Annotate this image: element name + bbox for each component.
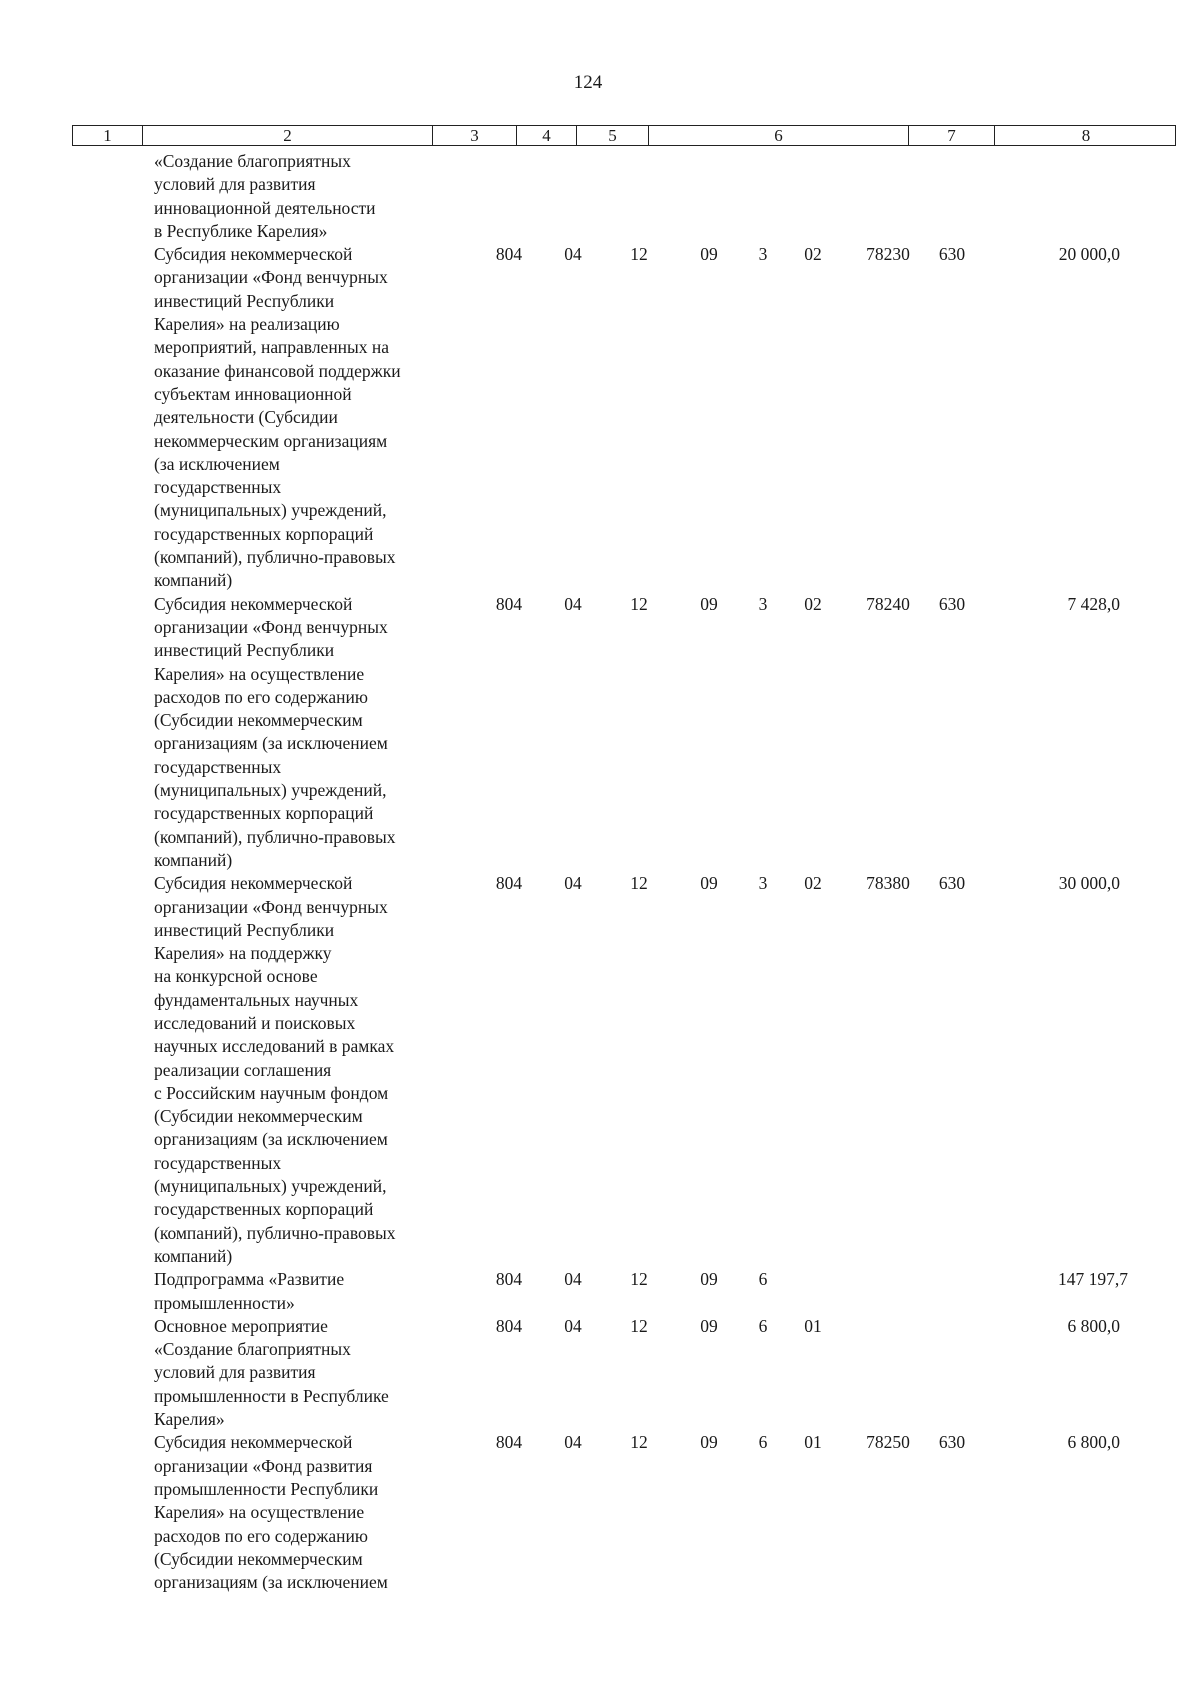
header-col-4: 4: [517, 126, 577, 145]
cell-cs-event: 01: [804, 1432, 822, 1453]
cell-amount: 20 000,0: [1058, 244, 1120, 265]
cell-cs-subprogram: 3: [758, 593, 768, 614]
cell-gr: 804: [495, 593, 523, 614]
cell-cs-direction: 78240: [866, 593, 910, 614]
table-body: [72, 150, 1176, 1594]
header-col-6: 6: [649, 126, 909, 145]
cell-amount: 7 428,0: [1067, 593, 1120, 614]
row-description: «Создание благоприятных условий для развития инновационной деятельности в Республике Карелия»: [154, 151, 376, 241]
cell-gr: 804: [495, 873, 523, 894]
cell-rz: 04: [564, 1315, 582, 1336]
cell-cs-program: 09: [700, 1315, 718, 1336]
header-col-1: 1: [73, 126, 143, 145]
row-description: Субсидия некоммерческой организации «Фонд венчурных инвестиций Республики Карелия» на поддержку на конкурсной основе фундаментальных научных исследований и поисковых научных исследований в рамках реализации соглашения с Российским научным фондом (Субсидии некоммерческим организациям (за исключением государственных (муниципальных) учреждений, государственных корпораций (компаний), публично-правовых компаний): [154, 873, 396, 1266]
cell-cs-program: 09: [700, 1269, 718, 1290]
table-row: [72, 872, 1176, 1268]
cell-vr: 630: [938, 873, 966, 894]
table-row: [72, 243, 1176, 592]
cell-vr: 630: [938, 244, 966, 265]
cell-cs-subprogram: 6: [758, 1315, 768, 1336]
cell-rz: 04: [564, 244, 582, 265]
cell-pr: 12: [630, 1269, 648, 1290]
header-col-5: 5: [577, 126, 649, 145]
cell-gr: 804: [495, 1432, 523, 1453]
cell-rz: 04: [564, 1269, 582, 1290]
row-description: Подпрограмма «Развитие промышленности»: [154, 1269, 345, 1313]
table-row: [72, 1268, 1176, 1315]
cell-rz: 04: [564, 873, 582, 894]
cell-pr: 12: [630, 244, 648, 265]
cell-cs-program: 09: [700, 244, 718, 265]
cell-cs-subprogram: 6: [758, 1432, 768, 1453]
cell-cs-event: 02: [804, 873, 822, 894]
header-col-3: 3: [433, 126, 517, 145]
cell-gr: 804: [495, 1269, 523, 1290]
cell-gr: 804: [495, 1315, 523, 1336]
cell-vr: 630: [938, 1432, 966, 1453]
cell-rz: 04: [564, 593, 582, 614]
cell-gr: 804: [495, 244, 523, 265]
cell-cs-event: 02: [804, 593, 822, 614]
cell-cs-subprogram: 6: [758, 1269, 768, 1290]
cell-vr: 630: [938, 593, 966, 614]
page-number: 124: [573, 72, 603, 93]
cell-amount: 6 800,0: [1067, 1432, 1120, 1453]
table-row: [72, 150, 1176, 243]
cell-pr: 12: [630, 1315, 648, 1336]
row-description: Основное мероприятие «Создание благоприятных условий для развития промышленности в Республике Карелия»: [154, 1315, 389, 1430]
cell-cs-program: 09: [700, 593, 718, 614]
cell-cs-subprogram: 3: [758, 244, 768, 265]
cell-pr: 12: [630, 1432, 648, 1453]
table-row: [72, 1315, 1176, 1431]
cell-amount: 30 000,0: [1058, 873, 1120, 894]
cell-amount: 147 197,7: [1058, 1269, 1128, 1290]
cell-cs-subprogram: 3: [758, 873, 768, 894]
row-description: Субсидия некоммерческой организации «Фонд венчурных инвестиций Республики Карелия» на осуществление расходов по его содержанию (Субсидии некоммерческим организациям (за исключением государственных (муниципальных) учреждений, государственных корпораций (компаний), публично-правовых компаний): [154, 593, 396, 870]
cell-cs-event: 01: [804, 1315, 822, 1336]
header-col-2: 2: [143, 126, 433, 145]
cell-cs-event: 02: [804, 244, 822, 265]
table-row: [72, 593, 1176, 873]
cell-cs-direction: 78380: [866, 873, 910, 894]
cell-amount: 6 800,0: [1067, 1315, 1120, 1336]
row-description: Субсидия некоммерческой организации «Фонд развития промышленности Республики Карелия» на осуществление расходов по его содержанию (Субсидии некоммерческим организациям (за исключением: [154, 1432, 388, 1593]
table-header: [72, 125, 1176, 146]
cell-pr: 12: [630, 593, 648, 614]
cell-pr: 12: [630, 873, 648, 894]
cell-cs-program: 09: [700, 873, 718, 894]
cell-cs-program: 09: [700, 1432, 718, 1453]
cell-cs-direction: 78250: [866, 1432, 910, 1453]
header-col-8: 8: [1081, 126, 1091, 145]
cell-rz: 04: [564, 1432, 582, 1453]
header-col-7: 7: [909, 126, 995, 145]
cell-cs-direction: 78230: [866, 244, 910, 265]
row-description: Субсидия некоммерческой организации «Фонд венчурных инвестиций Республики Карелия» на реализацию мероприятий, направленных на оказание финансовой поддержки субъектам инновационной деятельности (Субсидии некоммерческим организациям (за исключением государственных (муниципальных) учреждений, государственных корпораций (компаний), публично-правовых компаний): [154, 244, 401, 591]
table-row: [72, 1431, 1176, 1594]
